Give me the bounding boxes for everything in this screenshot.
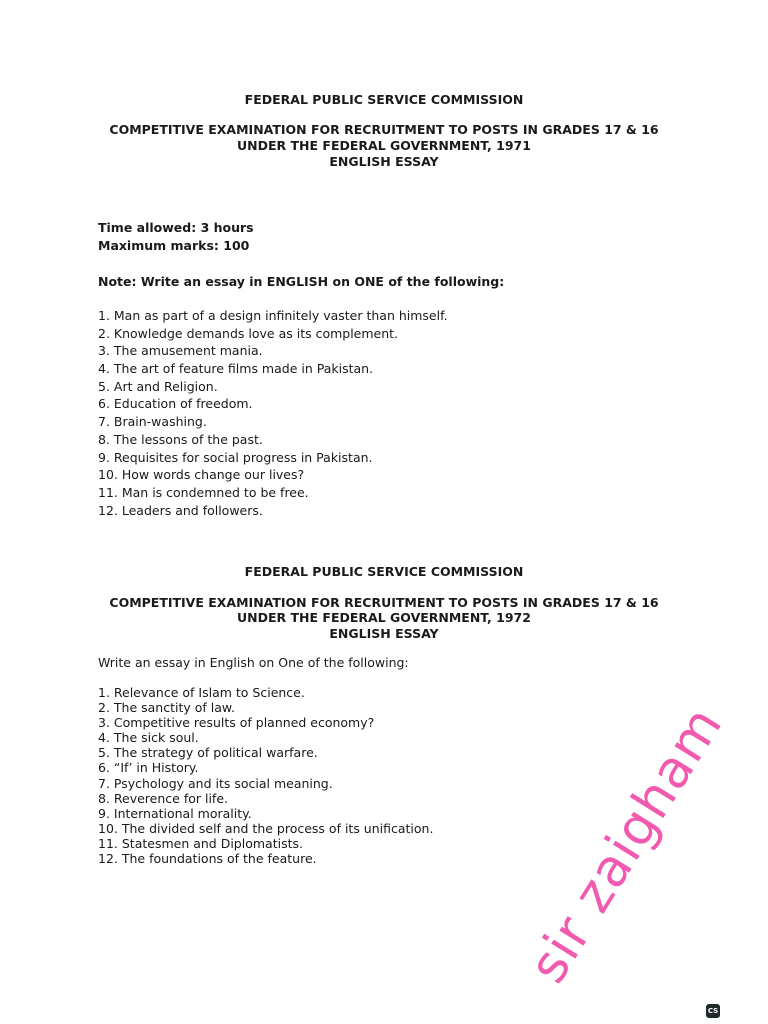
essay-topic-list-2 — [98, 685, 433, 866]
list-item: 2. Knowledge demands love as its complement. — [98, 325, 399, 341]
list-item: 8. The lessons of the past. — [98, 431, 263, 447]
instruction-2: Write an essay in English on One of the following: — [98, 655, 409, 670]
subject-heading-1: ENGLISH ESSAY — [329, 154, 439, 169]
camscanner-badge-icon: CS — [706, 1004, 720, 1018]
list-item: 12. Leaders and followers. — [98, 502, 263, 518]
essay-topic-list-1 — [98, 307, 448, 519]
exam-title-line1-1: COMPETITIVE EXAMINATION FOR RECRUITMENT TO POSTS IN GRADES 17 & 16 — [109, 122, 659, 137]
list-item: 5. The strategy of political warfare. — [98, 745, 318, 761]
list-item: 3. Competitive results of planned economy? — [98, 715, 375, 731]
list-item: 2. The sanctity of law. — [98, 700, 235, 716]
list-item: 11. Statesmen and Diplomatists. — [98, 835, 303, 851]
list-item: 7. Brain-washing. — [98, 414, 207, 430]
exam-title-line2-2: UNDER THE FEDERAL GOVERNMENT, 1972 — [237, 610, 531, 625]
list-item: 10. How words change our lives? — [98, 467, 305, 483]
exam-title-line1-2: COMPETITIVE EXAMINATION FOR RECRUITMENT TO POSTS IN GRADES 17 & 16 — [109, 595, 659, 610]
list-item: 6. Education of freedom. — [98, 396, 253, 412]
list-item: 9. International morality. — [98, 805, 252, 821]
list-item: 3. The amusement mania. — [98, 343, 263, 359]
watermark-text: sir zaigham — [518, 696, 735, 994]
list-item: 7. Psychology and its social meaning. — [98, 775, 333, 791]
list-item: 1. Relevance of Islam to Science. — [98, 685, 305, 700]
org-heading-2: FEDERAL PUBLIC SERVICE COMMISSION — [244, 564, 524, 579]
exam-title-line2-1: UNDER THE FEDERAL GOVERNMENT, 1971 — [237, 138, 531, 153]
maximum-marks: Maximum marks: 100 — [98, 238, 250, 253]
org-heading-1: FEDERAL PUBLIC SERVICE COMMISSION — [244, 92, 524, 107]
list-item: 10. The divided self and the process of its unification. — [98, 820, 434, 836]
list-item: 6. “If’ in History. — [98, 760, 199, 776]
subject-heading-2: ENGLISH ESSAY — [329, 626, 439, 641]
list-item: 5. Art and Religion. — [98, 378, 218, 394]
list-item: 9. Requisites for social progress in Pakistan. — [98, 449, 373, 465]
list-item: 4. The sick soul. — [98, 730, 199, 746]
list-item: 8. Reverence for life. — [98, 790, 228, 806]
time-allowed: Time allowed: 3 hours — [98, 220, 254, 235]
list-item: 1. Man as part of a design infinitely vaster than himself. — [98, 308, 448, 323]
list-item: 11. Man is condemned to be free. — [98, 484, 309, 500]
list-item: 4. The art of feature films made in Pakistan. — [98, 361, 374, 377]
list-item: 12. The foundations of the feature. — [98, 851, 317, 867]
note-instruction: Note: Write an essay in ENGLISH on ONE of the following: — [98, 274, 505, 289]
